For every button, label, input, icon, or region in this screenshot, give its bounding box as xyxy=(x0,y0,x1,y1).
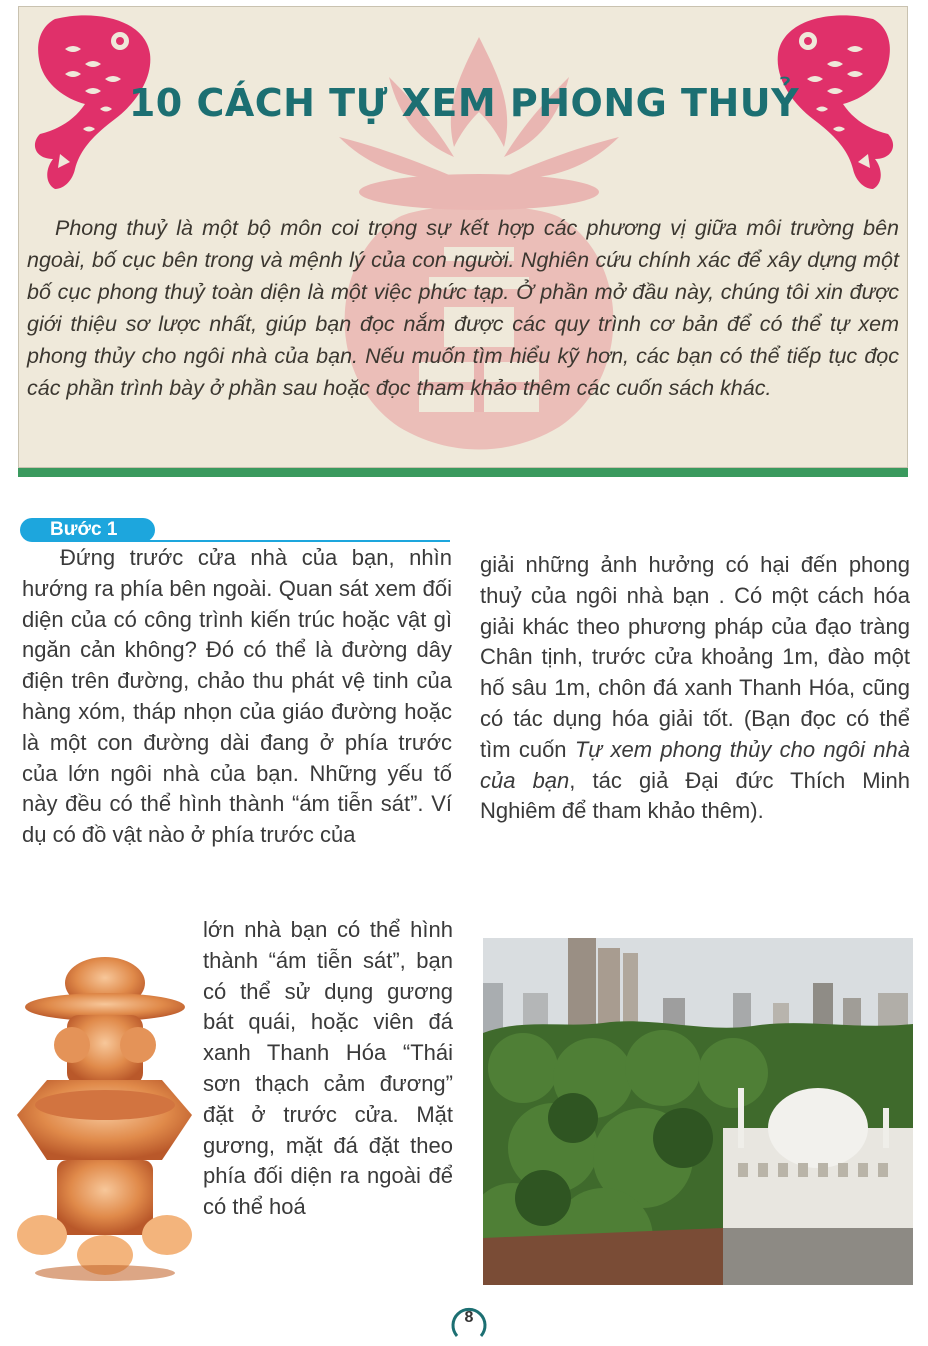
page-title: 10 CÁCH TỰ XEM PHONG THUỶ xyxy=(128,81,800,125)
step-body-right xyxy=(480,550,910,827)
book-title: Tự xem phong thủy cho ngôi nhà của bạn xyxy=(480,736,910,793)
header-divider xyxy=(18,468,908,477)
step-body-right-2: , tác giả Đại đức Thích Minh Nghiêm để tham khảo thêm). xyxy=(480,767,910,824)
intro-paragraph: Phong thuỷ là một bộ môn coi trọng sự kết hợp các phương vị giữa môi trường bên ngoài, bố cục bên trong và mệnh lý của con người. Nghiên cứu chính xác để xây dựng một bố cục phong thuỷ toàn diện là một việc phức tạp. Ở phần mở đầu này, chúng tôi xin được giới thiệu sơ lược nhất, giúp bạn đọc nắm được các quy trình cơ bản để có thể tự xem phong thủy cho ngôi nhà của bạn. Nếu muốn tìm hiểu kỹ hơn, các bạn có thể tiếp tục đọc các phần trình bày ở phần sau hoặc đọc tham khảo thêm các cuốn sách khác. xyxy=(27,216,899,400)
step-label: Bước 1 xyxy=(20,518,155,542)
city-mosque-photo xyxy=(483,938,913,1285)
header-panel xyxy=(18,6,908,468)
step-heading xyxy=(20,517,450,543)
page-number: 8 xyxy=(464,1309,474,1326)
step-body-right-1: giải những ảnh hưởng có hại đến phong thuỷ của ngôi nhà bạn . Có một cách hóa giải khác theo phương pháp của đạo tràng Chân tịnh, trước cửa khoảng 1m, đào một hố sâu 1m, chôn đá xanh Thanh Hóa, cũng có tác dụng hóa giải tốt. (Bạn đọc có thể tìm cuốn xyxy=(480,552,910,762)
stone-fountain-image xyxy=(12,955,197,1285)
step-rule xyxy=(140,540,450,542)
step-body-left: Đứng trước cửa nhà của bạn, nhìn hướng ra phía bên ngoài. Quan sát xem đối diện của có công trình kiến trúc hoặc vật gì ngăn cản không? Đó có thể là đường dây điện trên đường, chảo thu phát vệ tinh của hàng xóm, tháp nhọn của giáo đường hoặc là một con đường dài đang ở phía trước của lớn ngôi nhà của bạn. Những yếu tố này đều có thể hình thành “ám tiễn sát”. Ví dụ có đồ vật nào ở phía trước của xyxy=(22,545,452,848)
step-body-left-wrap: lớn nhà bạn có thể hình thành “ám tiễn sát”, bạn có thể sử dụng gương bát quái, hoặc viên đá xanh Thanh Hóa “Thái sơn thạch cảm đương” đặt ở trước cửa. Mặt gương, mặt đá đặt theo phía đối diện ra ngoài để có thể hoá xyxy=(203,917,453,1220)
